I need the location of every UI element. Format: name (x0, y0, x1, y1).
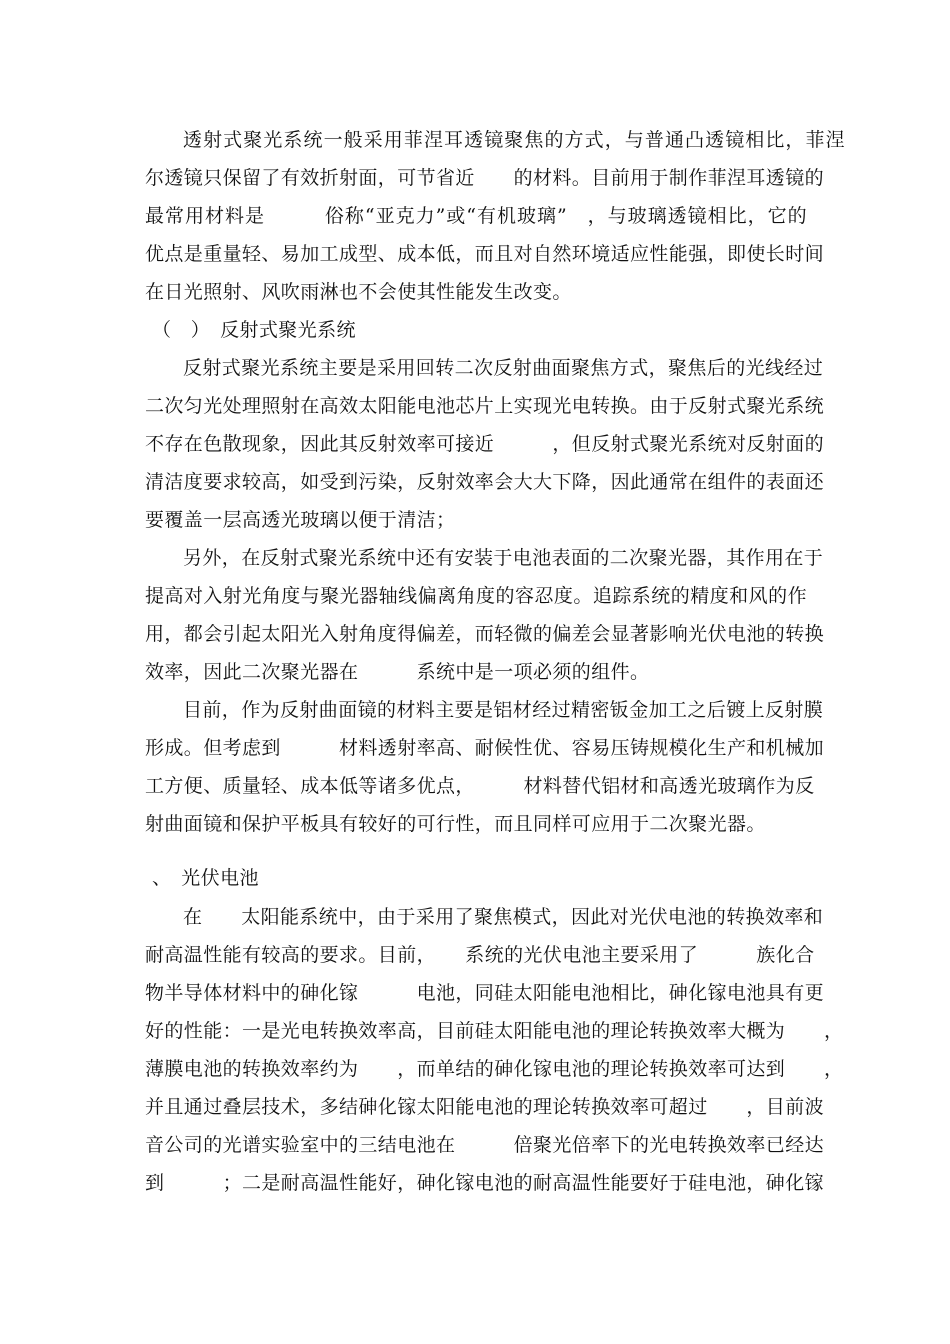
paragraph-line: 目前，作为反射曲面镜的材料主要是铝材经过精密钣金加工之后镀上反射膜 (183, 699, 824, 721)
section-heading: 、 光伏电池 (152, 867, 259, 889)
paragraph-line: 到 ；二是耐高温性能好，砷化镓电池的耐高温性能要好于硅电池，砷化镓 (145, 1172, 825, 1194)
paragraph-line: 音公司的光谱实验室中的三结电池在 倍聚光倍率下的光电转换效率已经达 (145, 1134, 825, 1156)
paragraph-line: 射曲面镜和保护平板具有较好的可行性，而且同样可应用于二次聚光器。 (145, 813, 766, 835)
section-heading: （ ） 反射式聚光系统 (152, 319, 356, 341)
paragraph-line: 好的性能：一是光电转换效率高，目前硅太阳能电池的理论转换效率大概为 ， (145, 1020, 844, 1042)
paragraph-line: 物半导体材料中的砷化镓 电池，同硅太阳能电池相比，砷化镓电池具有更 (145, 982, 825, 1004)
paragraph-line: 不存在色散现象，因此其反射效率可接近 ，但反射式聚光系统对反射面的 (145, 433, 825, 455)
paragraph-line: 透射式聚光系统一般采用菲涅耳透镜聚焦的方式，与普通凸透镜相比，菲涅 (183, 129, 845, 151)
paragraph-line: 薄膜电池的转换效率约为 ，而单结的砷化镓电池的理论转换效率可达到 ， (145, 1058, 844, 1080)
paragraph-line: 用，都会引起太阳光入射角度得偏差，而轻微的偏差会显著影响光伏电池的转换 (145, 623, 825, 645)
paragraph-line: 在日光照射、风吹雨淋也不会使其性能发生改变。 (145, 281, 572, 303)
paragraph-line: 尔透镜只保留了有效折射面，可节省近 的材料。目前用于制作菲涅耳透镜的 (145, 167, 825, 189)
paragraph-line: 最常用材料是 俗称“亚克力”或“有机玻璃” ，与玻璃透镜相比，它的 (145, 205, 807, 227)
paragraph-line: 在 太阳能系统中，由于采用了聚焦模式，因此对光伏电池的转换效率和 (183, 906, 824, 928)
paragraph-line: 工方便、质量轻、成本低等诸多优点， 材料替代铝材和高透光玻璃作为反 (145, 775, 815, 797)
paragraph-line: 清洁度要求较高，如受到污染，反射效率会大大下降，因此通常在组件的表面还 (145, 471, 825, 493)
paragraph-line: 并且通过叠层技术，多结砷化镓太阳能电池的理论转换效率可超过 ，目前波 (145, 1096, 825, 1118)
paragraph-line: 反射式聚光系统主要是采用回转二次反射曲面聚焦方式，聚焦后的光线经过 (183, 357, 824, 379)
paragraph-line: 耐高温性能有较高的要求。目前， 系统的光伏电池主要采用了 族化合 (145, 944, 815, 966)
paragraph-line: 优点是重量轻、易加工成型、成本低，而且对自然环境适应性能强，即使长时间 (145, 243, 825, 265)
paragraph-line: 另外，在反射式聚光系统中还有安装于电池表面的二次聚光器，其作用在于 (183, 547, 824, 569)
paragraph-line: 要覆盖一层高透光玻璃以便于清洁； (145, 509, 456, 531)
paragraph-line: 形成。但考虑到 材料透射率高、耐候性优、容易压铸规模化生产和机械加 (145, 737, 825, 759)
paragraph-line: 二次匀光处理照射在高效太阳能电池芯片上实现光电转换。由于反射式聚光系统 (145, 395, 825, 417)
paragraph-line: 效率，因此二次聚光器在 系统中是一项必须的组件。 (145, 661, 650, 683)
paragraph-line: 提高对入射光角度与聚光器轴线偏离角度的容忍度。追踪系统的精度和风的作 (145, 585, 807, 607)
